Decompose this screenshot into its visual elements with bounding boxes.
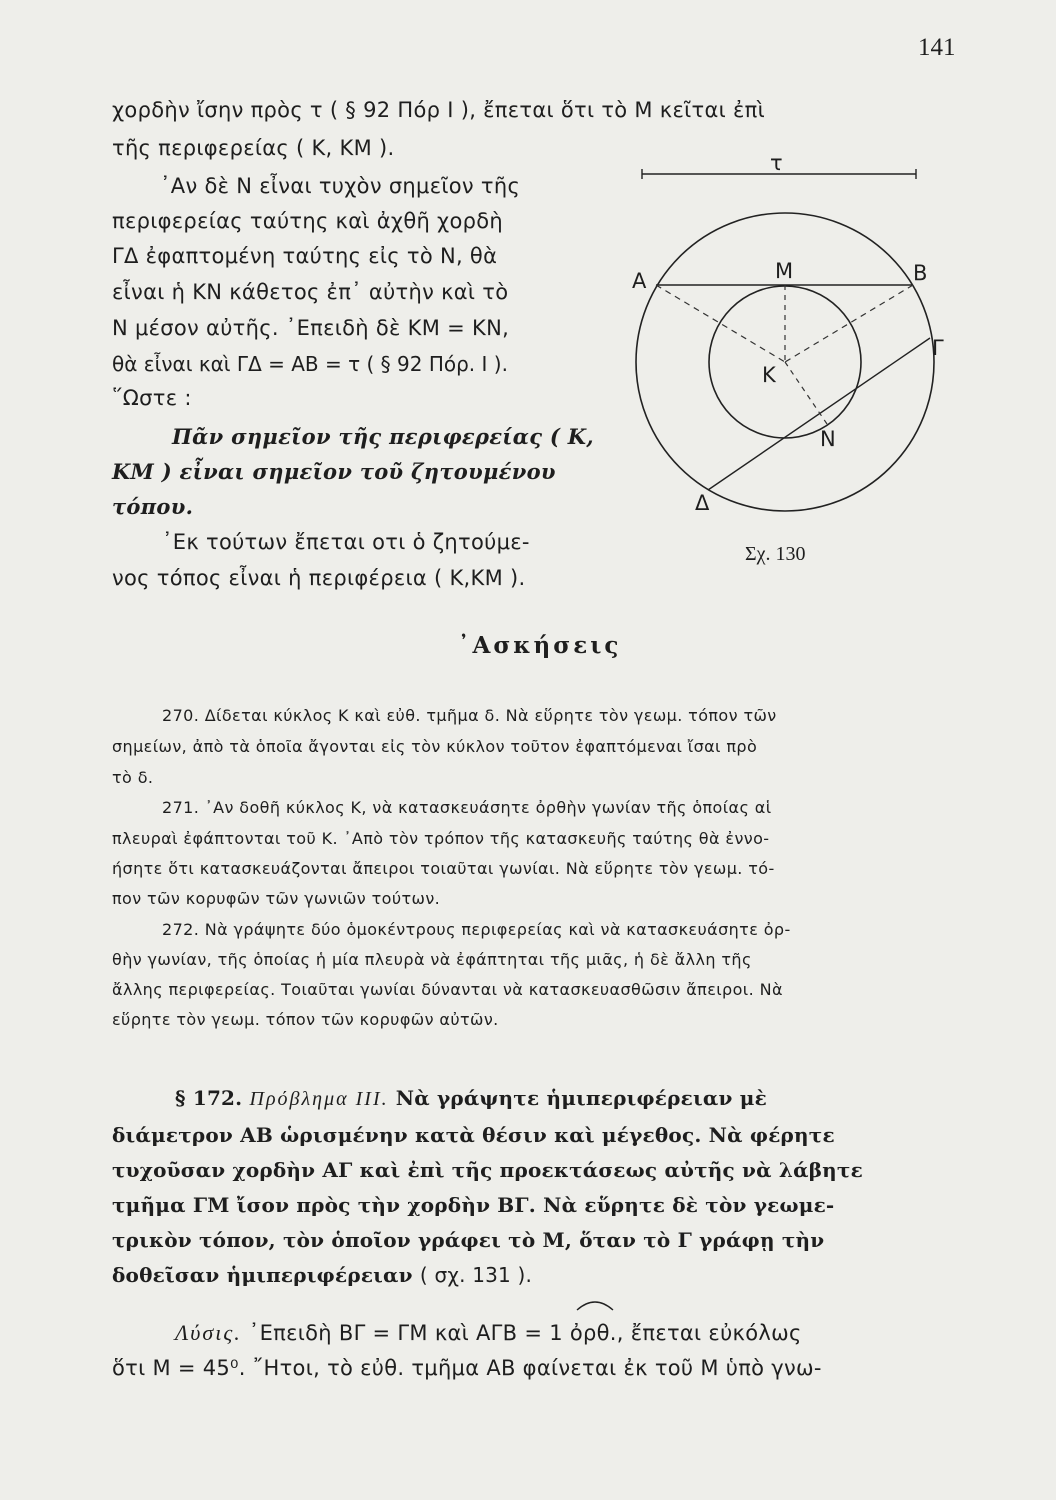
label-m: Μ <box>775 259 794 283</box>
section-number: § 172. <box>175 1086 243 1110</box>
figure-reference: ( σχ. 131 ). <box>419 1263 533 1287</box>
dashed-kn <box>785 362 827 424</box>
exercise-line: 270. Δίδεται κύκλος Κ καὶ εὐθ. τμῆμα δ. Νὰ εὕρητε τὸν γεωμ. τόπον τῶν <box>162 706 777 725</box>
text-line: τῆς περιφερείας ( Κ, ΚΜ ). <box>112 136 395 160</box>
text-line: εἶναι ἡ ΚΝ κάθετος ἐπ᾿ αὐτὴν καὶ τὸ <box>112 280 509 304</box>
label-tau: τ <box>770 151 783 175</box>
problem-line <box>175 1086 767 1111</box>
text-line: ᾿Αν δὲ Ν εἶναι τυχὸν σημεῖον τῆς <box>160 174 521 198</box>
text-line: περιφερείας ταύτης καὶ ἀχθῆ χορδὴ <box>112 209 504 233</box>
conclusion-bold-line: Πᾶν σημεῖον τῆς περιφερείας ( Κ, <box>172 424 594 449</box>
exercise-line: ἄλλης περιφερείας. Τοιαῦται γωνίαι δύνανται νὰ κατασκευασθῶσιν ἄπειροι. Νὰ <box>112 980 783 999</box>
problem-line: διάμετρον ΑΒ ὡρισμένην κατὰ θέσιν καὶ μέγεθος. Νὰ φέρητε <box>112 1123 835 1147</box>
exercise-line: σημείων, ἀπὸ τὰ ὁποῖα ἄγονται εἰς τὸν κύκλον τοῦτον ἐφαπτόμεναι ἴσαι πρὸ <box>112 737 758 756</box>
figure-caption: Σχ. 130 <box>745 543 806 565</box>
exercise-line: 272. Νὰ γράψητε δύο ὁμοκέντρους περιφερείας καὶ νὰ κατασκευάσητε ὀρ- <box>162 920 791 939</box>
problem-text: δοθεῖσαν ἡμιπεριφέρειαν <box>112 1263 413 1287</box>
text-line: Ν μέσον αὐτῆς. ᾿Επειδὴ δὲ ΚΜ = ΚΝ, <box>112 316 510 340</box>
text-line: ῞Ωστε : <box>112 386 192 410</box>
problem-title: Πρόβλημα ΙΙΙ. <box>249 1088 389 1110</box>
problem-line: τμῆμα ΓΜ ἴσον πρὸς τὴν χορδὴν ΒΓ. Νὰ εὕρητε δὲ τὸν γεωμε- <box>112 1193 835 1217</box>
label-b: Β <box>913 261 928 285</box>
label-k: Κ <box>762 363 776 387</box>
exercise-line: τὸ δ. <box>112 768 154 787</box>
exercise-line: ήσητε ὅτι κατασκευάζονται ἄπειροι τοιαῦται γωνίαι. Νὰ εὕρητε τὸν γεωμ. τό- <box>112 859 775 878</box>
label-n: Ν <box>820 427 836 451</box>
chord-gamma-delta <box>708 338 930 490</box>
text-line: θὰ εἶναι καὶ ΓΔ = ΑΒ = τ ( § 92 Πόρ. Ι ). <box>112 352 508 376</box>
text-line: ΓΔ ἐφαπτομένη ταύτης εἰς τὸ Ν, θὰ <box>112 244 498 268</box>
figure-130 <box>620 150 950 544</box>
exercise-line: πον τῶν κορυφῶν τῶν γωνιῶν τούτων. <box>112 889 441 908</box>
problem-line: τρικὸν τόπον, τὸν ὁποῖον γράφει τὸ Μ, ὅταν τὸ Γ γράφῃ τὴν <box>112 1228 825 1252</box>
label-delta: Δ <box>695 491 710 515</box>
exercise-line: 271. ᾿Αν δοθῆ κύκλος Κ, νὰ κατασκευάσητε ὀρθὴν γωνίαν τῆς ὁποίας αἱ <box>162 798 772 817</box>
problem-line: τυχοῦσαν χορδὴν ΑΓ καὶ ἐπὶ τῆς προεκτάσεως αὐτῆς νὰ λάβητε <box>112 1158 863 1182</box>
angle-arc-mark <box>575 1298 615 1312</box>
page-number: 141 <box>918 34 956 61</box>
solution-label: Λύσις. <box>175 1320 242 1345</box>
exercises-heading: ᾿Ασκήσεις <box>458 632 622 659</box>
dashed-ka <box>656 285 785 362</box>
exercise-line: εὕρητε τὸν γεωμ. τόπον τῶν κορυφῶν αὐτῶν. <box>112 1010 499 1029</box>
exercise-line: πλευραὶ ἐφάπτονται τοῦ Κ. ᾿Απὸ τὸν τρόπον τῆς κατασκευῆς ταύτης θὰ ἐννο- <box>112 829 770 848</box>
solution-line <box>175 1320 802 1346</box>
conclusion-bold-line: τόπου. <box>112 494 194 519</box>
text-line: ᾿Εκ τούτων ἔπεται οτι ὁ ζητούμε- <box>162 530 530 554</box>
label-gamma: Γ <box>932 336 944 360</box>
dashed-kb <box>785 285 913 362</box>
problem-text: Νὰ γράψητε ἡμιπεριφέρειαν μὲ <box>395 1086 767 1110</box>
exercise-line: θὴν γωνίαν, τῆς ὁποίας ἡ μία πλευρὰ νὰ ἐφάπτηται τῆς μιᾶς, ἡ δὲ ἄλλη τῆς <box>112 950 752 969</box>
solution-text: ᾿Επειδὴ ΒΓ = ΓΜ καὶ ΑΓΒ = 1 ὀρθ., ἔπεται εὐκόλως <box>248 1321 802 1345</box>
concentric-circles-diagram <box>620 150 950 540</box>
solution-line: ὅτι Μ = 45⁰. ῎Ητοι, τὸ εὐθ. τμῆμα ΑΒ φαίνεται ἐκ τοῦ Μ ὑπὸ γνω- <box>112 1356 822 1380</box>
problem-line <box>112 1263 532 1287</box>
text-line: νος τόπος εἶναι ἡ περιφέρεια ( Κ,ΚΜ ). <box>112 566 526 590</box>
text-line: χορδὴν ἴσην πρὸς τ ( § 92 Πόρ Ι ), ἔπεται ὅτι τὸ Μ κεῖται ἐπὶ <box>112 98 765 122</box>
conclusion-bold-line: ΚΜ ) εἶναι σημεῖον τοῦ ζητουμένου <box>112 459 556 484</box>
label-a: Α <box>632 269 647 293</box>
